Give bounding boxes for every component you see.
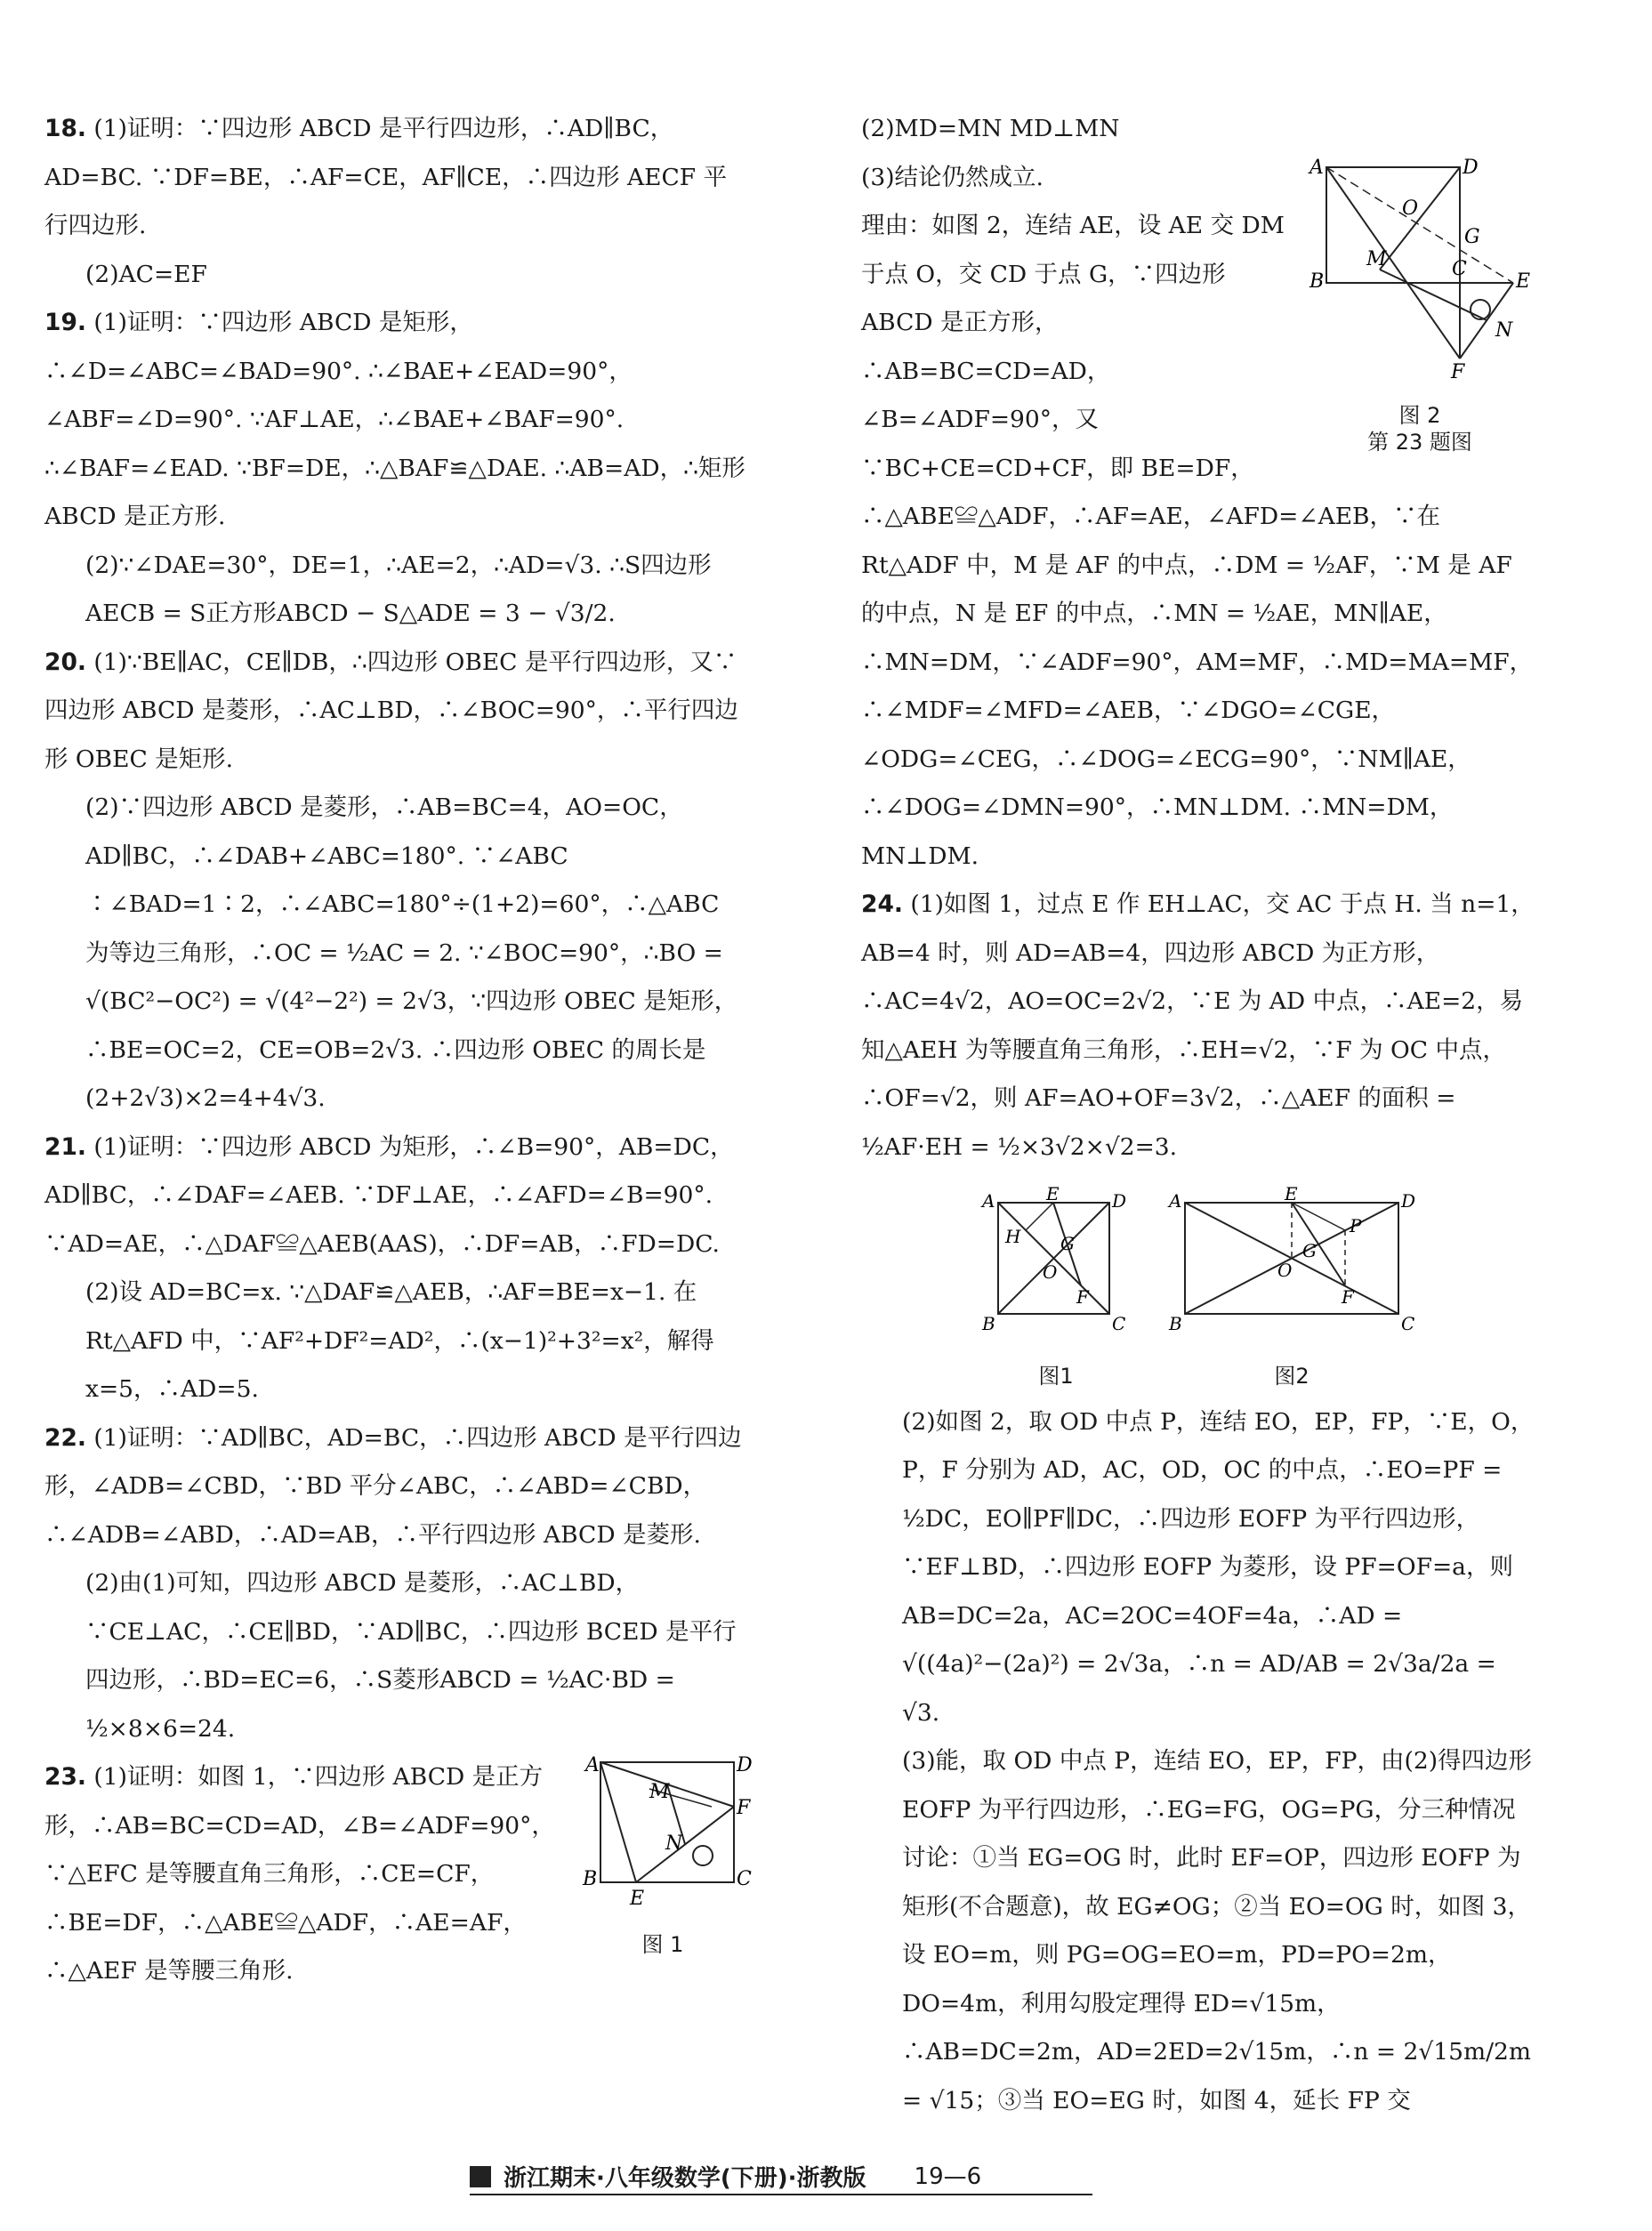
label-M: M bbox=[649, 1781, 670, 1803]
figure-24-2 bbox=[1167, 1183, 1416, 1389]
problem-text: (1)如图 1，过点 E 作 EH⊥AC，交 AC 于点 H. 当 n=1，AB=4 时，则 AD=AB=4，四边形 ABCD 为正方形，∴AC=4√2，AO=OC=2√2，∵E 为 AD 中点，∴AE=2，易知△AEH 为等腰直角三角形，∴EH=√2，∵F 为 OC 中点，∴OF=√2，则 AF=AO+OF=3√2，∴△AEF 的面积 = ½AF·EH = ½×3√2×√2=3. bbox=[861, 890, 1535, 1161]
label-N: N bbox=[1495, 318, 1513, 342]
label-N: N bbox=[665, 1832, 683, 1855]
label-E: E bbox=[1285, 1183, 1298, 1204]
label-F: F bbox=[737, 1797, 751, 1819]
label-A: A bbox=[1169, 1190, 1182, 1212]
problem-text: (3)结论仍然成立. bbox=[861, 163, 1044, 191]
label-E: E bbox=[630, 1888, 645, 1910]
problem-24-part2: (2)如图 2，取 OD 中点 P，连结 EO，EP，FP，∵E，O，P，F 分别为 AD，AC，OD，OC 的中点，∴EO=PF = ½DC，EO∥PF∥DC，∴四边形 EOFP 为平行四边形，∵EF⊥BD，∴四边形 EOFP 为菱形，设 PF=OF=a，则 AB=DC=2a，AC=2OC=4OF=4a，∴AD = √((4a)²−(2a)²) = 2√3a，∴n = AD/AB = 2√3a/2a = √3. bbox=[902, 1407, 1535, 1727]
problem-text: 理由：如图 2，连结 AE，设 AE 交 DM 于点 O，交 CD 于点 G，∵四边形 ABCD 是正方形，∴AB=BC=CD=AD，∠B=∠ADF=90°，又∵BC+CE=CD+CF，即 BE=DF，∴△ABE≌△ADF，∴AF=AE，∠AFD=∠AEB，∵在 Rt△ADF 中，M 是 AF 的中点，∴DM = ½AF，∵M 是 AF 的中点，N 是 EF 的中点，∴MN = ½AE，MN∥AE，∴MN=DM，∵∠ADF=90°，AM=MF，∴MD=MA=MF，∴∠MDF=∠MFD=∠AEB，∵∠DGO=∠CGE，∠ODG=∠CEG，∴∠DOG=∠ECG=90°，∵NM∥AE，∴∠DOG=∠DMN=90°，∴MN⊥DM. ∴MN=DM，MN⊥DM. bbox=[861, 212, 1534, 870]
label-B: B bbox=[583, 1868, 598, 1890]
figure-23-1-diagram bbox=[578, 1753, 753, 1913]
problem-24-part3: (3)能，取 OD 中点 P，连结 EO，EP，FP，由(2)得四边形 EOFP 为平行四边形，∴EG=FG，OG=PG，分三种情况讨论：①当 EG=OG 时，此时 EF=OP，四边形 EOFP 为矩形(不合题意)，故 EG≠OG；②当 EO=OG 时，如图 3，设 EO=m，则 PG=OG=EO=m，PD=PO=2m，DO=4m，利用勾股定理得 ED=√15m，∴AB=DC=2m，AD=2ED=2√15m，∴n = 2√15m/2m = √15；③当 EO=EG 时，如图 4，延长 FP 交 bbox=[902, 1747, 1533, 2114]
problem-number: 24. bbox=[861, 890, 903, 918]
figure-24-2-diagram bbox=[1167, 1183, 1416, 1345]
figure-title: 第 23 题图 bbox=[1367, 430, 1472, 455]
problem-number: 22. bbox=[44, 1423, 86, 1452]
label-D: D bbox=[1463, 156, 1479, 179]
label-F: F bbox=[1342, 1286, 1354, 1308]
label-A: A bbox=[1310, 156, 1324, 179]
label-O: O bbox=[1277, 1260, 1293, 1281]
problem-23-part2: (2)MD=MN MD⊥MN bbox=[861, 115, 1120, 142]
problem-19-part2: (2)∵∠DAE=30°，DE=1，∴AE=2，∴AD=√3. ∴S四边形AECB = S正方形ABCD − S△ADE = 3 − √3/2. bbox=[85, 551, 712, 627]
label-A: A bbox=[585, 1754, 600, 1776]
problem-number: 21. bbox=[44, 1132, 86, 1161]
label-D: D bbox=[1401, 1190, 1416, 1212]
label-O: O bbox=[1043, 1261, 1058, 1283]
figure-caption: 图2 bbox=[1274, 1363, 1310, 1389]
right-column bbox=[861, 105, 1535, 2125]
label-P: P bbox=[1350, 1215, 1362, 1236]
label-D: D bbox=[737, 1754, 753, 1776]
problem-18 bbox=[44, 105, 747, 251]
problem-20-part2: (2)∵四边形 ABCD 是菱形，∴AB=BC=4，AO=OC，AD∥BC，∴∠DAB+∠ABC=180°. ∵∠ABC ∶∠BAD=1∶2，∴∠ABC=180°÷(1+2)=60°，∴△ABC 为等边三角形，∴OC = ½AC = 2. ∵∠BOC=90°，∴BO = √(BC²−OC²) = √(4²−2²) = 2√3，∵四边形 OBEC 是矩形，∴BE=OC=2，CE=OB=2√3. ∴四边形 OBEC 的周长是(2+2√3)×2=4+4√3. bbox=[85, 793, 738, 1112]
label-G: G bbox=[1464, 225, 1480, 248]
label-B: B bbox=[1169, 1313, 1182, 1334]
problem-text: (1)证明：∵四边形 ABCD 为矩形，∴∠B=90°，AB=DC，AD∥BC，∴∠DAF=∠AEB. ∵DF⊥AE，∴∠AFD=∠B=90°. ∵AD=AE，∴△DAF≌△AEB(AAS)，∴DF=AB，∴FD=DC. bbox=[44, 1132, 734, 1258]
figure-23-1 bbox=[578, 1753, 753, 1958]
figure-caption: 图 1 bbox=[641, 1931, 684, 1957]
problem-number: 23. bbox=[44, 1763, 86, 1791]
figure-24-1-diagram bbox=[980, 1183, 1132, 1345]
label-A: A bbox=[982, 1190, 995, 1212]
label-B: B bbox=[982, 1313, 995, 1334]
label-F: F bbox=[1451, 360, 1465, 383]
problem-text: (1)∵BE∥AC，CE∥DB，∴四边形 OBEC 是平行四边形，又∵四边形 ABCD 是菱形，∴AC⊥BD，∴∠BOC=90°，∴平行四边形 OBEC 是矩形. bbox=[44, 648, 738, 773]
figures-24 bbox=[861, 1183, 1535, 1389]
problem-text: (1)证明：∵四边形 ABCD 是矩形，∴∠D=∠ABC=∠BAD=90°. ∴∠BAE+∠EAD=90°，∠ABF=∠D=90°. ∵AF⊥AE，∴∠BAE+∠BAF=90°. ∴∠BAF=∠EAD. ∵BF=DE，∴△BAF≌△DAE. ∴AB=AD，∴矩形 ABCD 是正方形. bbox=[44, 309, 745, 530]
label-B: B bbox=[1310, 270, 1325, 293]
problem-22-part2: (2)由(1)可知，四边形 ABCD 是菱形，∴AC⊥BD，∵CE⊥AC，∴CE∥BD，∵AD∥BC，∴四边形 BCED 是平行四边形，∴BD=EC=6，∴S菱形ABCD = ½AC·BD = ½×8×6=24. bbox=[85, 1569, 737, 1743]
label-D: D bbox=[1112, 1190, 1127, 1212]
problem-23 bbox=[44, 1753, 753, 1996]
label-C: C bbox=[1452, 257, 1467, 280]
problem-19 bbox=[44, 299, 747, 542]
problem-24 bbox=[861, 881, 1535, 1172]
problem-20 bbox=[44, 639, 747, 785]
figure-caption: 图1 bbox=[1038, 1363, 1074, 1389]
problem-text: (1)证明：∵四边形 ABCD 是平行四边形，∴AD∥BC，AD=BC. ∵DF=BE，∴AF=CE，AF∥CE，∴四边形 AECF 平行四边形. bbox=[44, 115, 728, 239]
footer-rule bbox=[470, 2194, 1092, 2195]
label-E: E bbox=[1516, 270, 1531, 293]
problem-22 bbox=[44, 1414, 747, 1560]
problem-number: 20. bbox=[44, 648, 86, 676]
figure-24-1 bbox=[980, 1183, 1132, 1389]
footer-title: 浙江期末·八年级数学(下册)·浙教版 bbox=[504, 2165, 866, 2192]
label-C: C bbox=[1401, 1313, 1415, 1334]
label-G: G bbox=[1060, 1233, 1075, 1254]
label-C: C bbox=[737, 1868, 752, 1890]
left-column bbox=[44, 105, 753, 1996]
problem-21-part2: (2)设 AD=BC=x. ∵△DAF≌△AEB，∴AF=BE=x−1. 在 Rt△AFD 中，∵AF²+DF²=AD²，∴(x−1)²+3²=x²，解得 x=5，∴AD=5. bbox=[85, 1278, 714, 1403]
label-M: M bbox=[1366, 247, 1387, 270]
figure-23-2-diagram bbox=[1304, 154, 1535, 385]
label-H: H bbox=[1005, 1226, 1021, 1247]
label-G: G bbox=[1302, 1240, 1317, 1261]
problem-number: 19. bbox=[44, 309, 86, 336]
problem-text: (1)证明：如图 1，∵四边形 ABCD 是正方形，∴AB=BC=CD=AD，∠B=∠ADF=90°，∵△EFC 是等腰直角三角形，∴CE=CF，∴BE=DF，∴△ABE≌△ADF，∴AE=AF，∴△AEF 是等腰三角形. bbox=[44, 1763, 555, 1985]
problem-number: 18. bbox=[44, 115, 86, 142]
footer-mark-icon bbox=[470, 2166, 491, 2187]
figure-23-2 bbox=[1304, 154, 1535, 456]
problem-18-part2: (2)AC=EF bbox=[85, 260, 207, 288]
figure-caption: 图 2 bbox=[1398, 403, 1441, 428]
label-E: E bbox=[1046, 1183, 1060, 1204]
problem-23-part3 bbox=[861, 154, 1535, 882]
label-O: O bbox=[1402, 197, 1419, 220]
page-number: 19—6 bbox=[914, 2163, 982, 2190]
problem-text: (1)证明：∵AD∥BC，AD=BC，∴四边形 ABCD 是平行四边形，∠ADB=∠CBD，∵BD 平分∠ABC，∴∠ABD=∠CBD，∴∠ADB=∠ABD，∴AD=AB，∴平行四边形 ABCD 是菱形. bbox=[44, 1423, 742, 1549]
page-footer bbox=[470, 2160, 981, 2193]
problem-21 bbox=[44, 1124, 747, 1269]
label-C: C bbox=[1112, 1313, 1126, 1334]
label-F: F bbox=[1076, 1286, 1089, 1308]
